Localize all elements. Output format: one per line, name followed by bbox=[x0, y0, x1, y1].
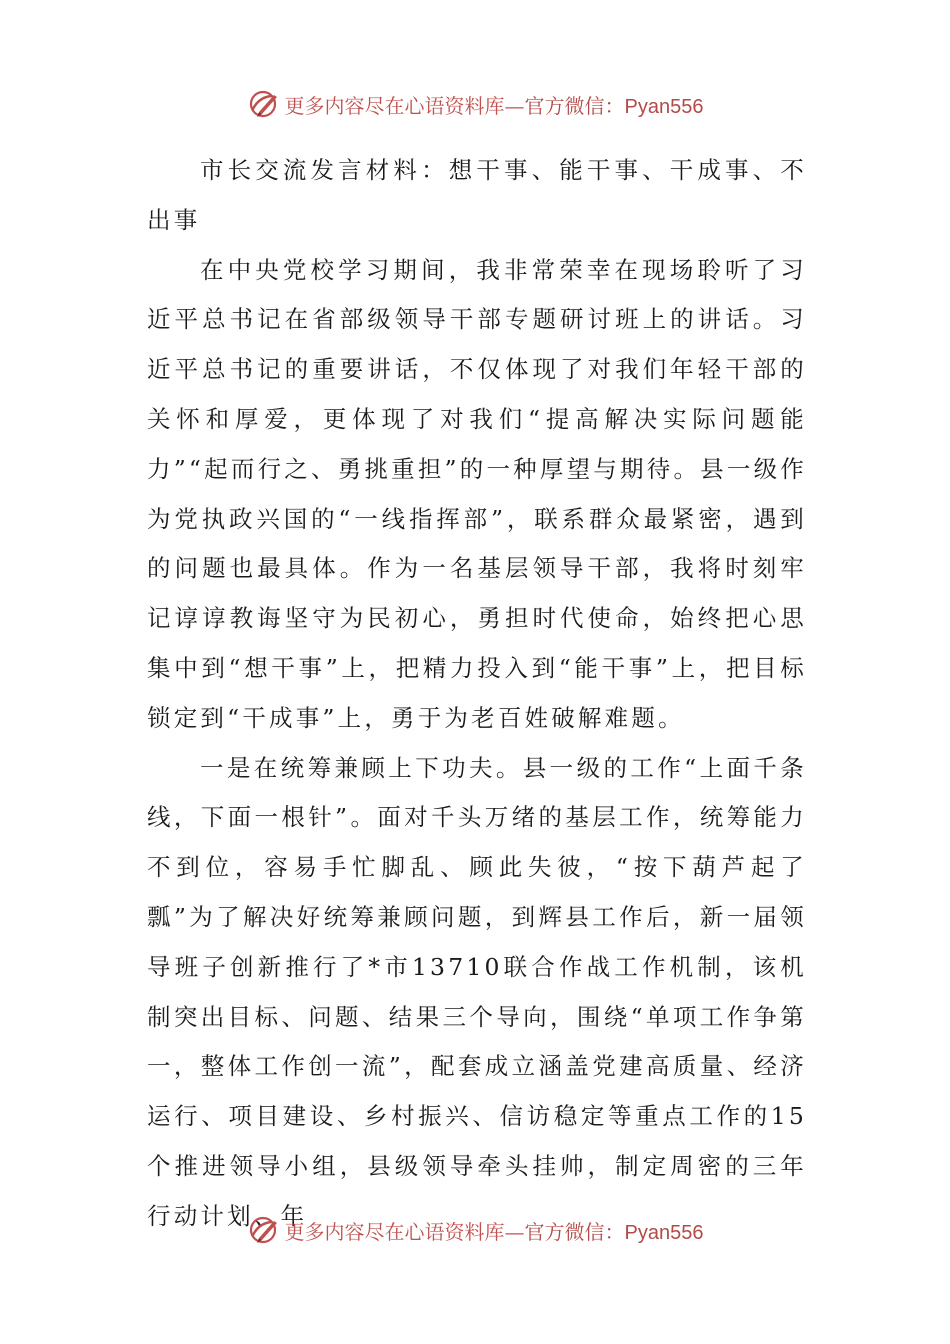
document-body bbox=[147, 146, 807, 1242]
contact-label: 官方微信： bbox=[524, 93, 625, 118]
banner-contact bbox=[525, 90, 704, 119]
contact-id: Pyan556 bbox=[624, 95, 704, 118]
footer-banner bbox=[0, 1210, 950, 1250]
pen-logo-icon bbox=[247, 87, 281, 121]
pen-logo-icon bbox=[247, 1213, 281, 1247]
banner-text: 更多内容尽在心语资料库— bbox=[284, 1219, 525, 1244]
paragraph-2: 一是在统筹兼顾上下功夫。县一级的工作“上面千条线，下面一根针”。面对千头万绪的基层工作，统筹能力不到位，容易手忙脚乱、顾此失彼，“按下葫芦起了瓢”为了解决好统筹兼顾问题，到辉县工作后，新一届领导班子创新推行了*市13710联合作战工作机制，该机制突出目标、问题、结果三个导向，围绕“单项工作争第一，整体工作创一流”，配套成立涵盖党建高质量、经济运行、项目建设、乡村振兴、信访稳定等重点工作的15个推进领导小组，县级领导牵头挂帅，制定周密的三年行动计划、年 bbox=[147, 753, 807, 1230]
banner-contact bbox=[525, 1216, 704, 1245]
paragraph-1: 在中央党校学习期间，我非常荣幸在现场聆听了习近平总书记在省部级领导干部专题研讨班上的讲话。习近平总书记的重要讲话，不仅体现了对我们年轻干部的关怀和厚爱，更体现了对我们“提高解决实际问题能力”“起而行之、勇挑重担”的一种厚望与期待。县一级作为党执政兴国的“一线指挥部”，联系群众最紧密，遇到的问题也最具体。作为一名基层领导干部，我将时刻牢记谆谆教诲坚守为民初心，勇担时代使命，始终把心思集中到“想干事”上，把精力投入到“能干事”上，把目标锁定到“干成事”上，勇于为老百姓破解难题。 bbox=[147, 255, 807, 732]
document-title: 市长交流发言材料：想干事、能干事、干成事、不出事 bbox=[147, 156, 807, 234]
banner-text: 更多内容尽在心语资料库— bbox=[284, 93, 525, 118]
contact-id: Pyan556 bbox=[624, 1221, 704, 1244]
header-banner bbox=[0, 84, 950, 124]
contact-label: 官方微信： bbox=[524, 1219, 625, 1244]
